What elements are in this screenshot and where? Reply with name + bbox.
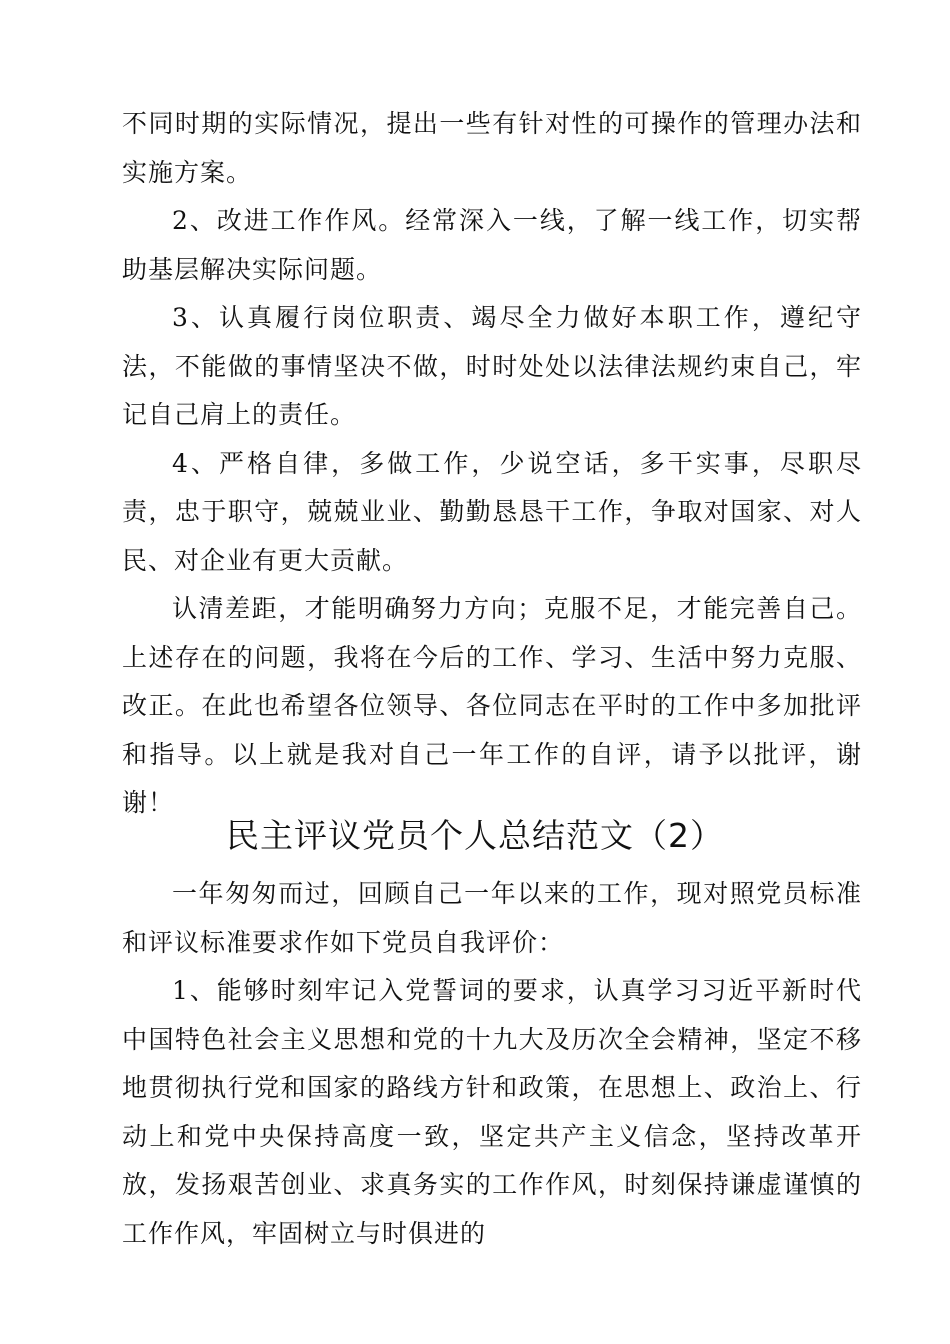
- paragraph-item-2: 2、改进工作作风。经常深入一线，了解一线工作，切实帮助基层解决实际问题。: [122, 206, 862, 284]
- section-heading: 民主评议党员个人总结范文（2）: [226, 816, 724, 855]
- paragraph-item-4: 4、严格自律，多做工作，少说空话，多干实事，尽职尽责，忠于职守，兢兢业业、勤勤恳恳干工作，争取对国家、对人民、对企业有更大贡献。: [122, 448, 862, 575]
- paragraph-item-3: 3、认真履行岗位职责、竭尽全力做好本职工作，遵纪守法，不能做的事情坚决不做，时时处处以法律法规约束自己，牢记自己肩上的责任。: [122, 303, 862, 429]
- paragraph-continuation: 不同时期的实际情况，提出一些有针对性的可操作的管理办法和实施方案。: [122, 109, 862, 187]
- paragraph-item-1: 1、能够时刻牢记入党誓词的要求，认真学习习近平新时代中国特色社会主义思想和党的十九大及历次全会精神，坚定不移地贯彻执行党和国家的路线方针和政策，在思想上、政治上、行动上和党中央保持高度一致，坚定共产主义信念，坚持改革开放，发扬艰苦创业、求真务实的工作作风，时刻保持谦虚谨慎的工作作风，牢固树立与时俱进的: [122, 976, 862, 1248]
- paragraph-intro: 一年匆匆而过，回顾自己一年以来的工作，现对照党员标准和评议标准要求作如下党员自我评价：: [122, 879, 862, 957]
- new-section: [122, 870, 862, 1258]
- continued-section: [122, 100, 862, 828]
- paragraph-conclusion: 认清差距，才能明确努力方向；克服不足，才能完善自己。上述存在的问题，我将在今后的工作、学习、生活中努力克服、改正。在此也希望各位领导、各位同志在平时的工作中多加批评和指导。以上就是我对自己一年工作的自评，请予以批评，谢谢！: [122, 594, 862, 817]
